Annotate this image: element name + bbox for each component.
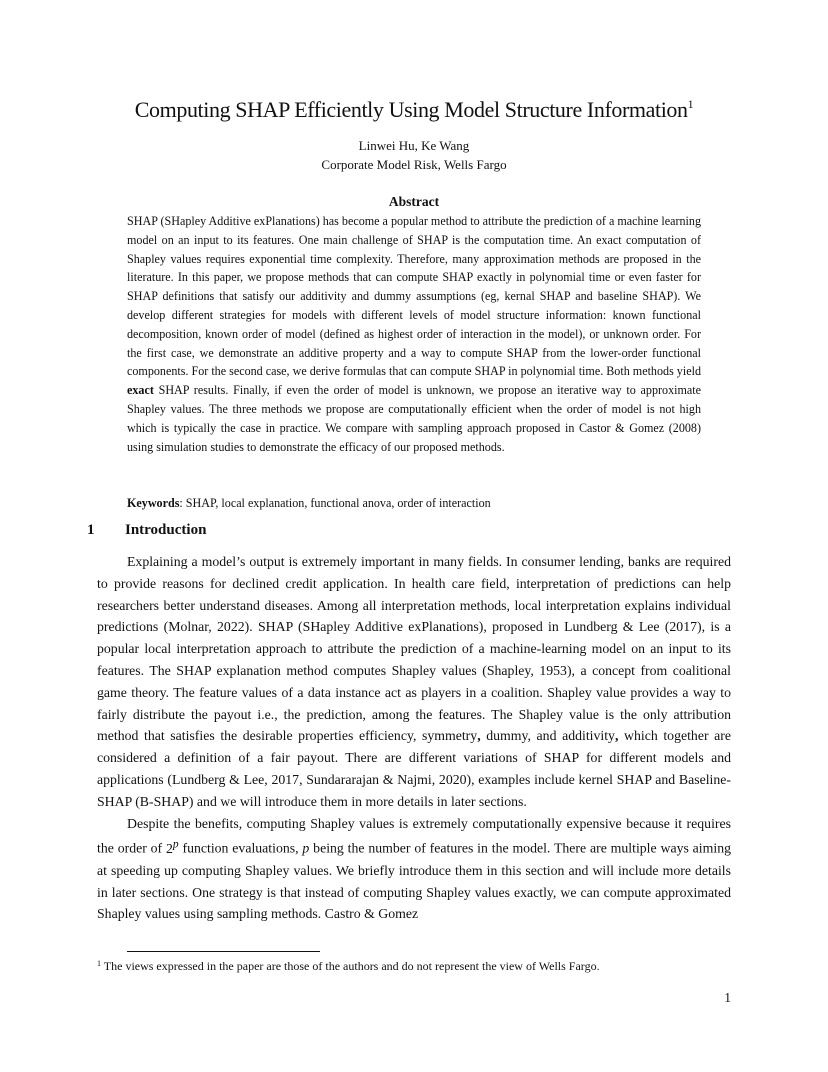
section-title: Introduction [125,522,207,538]
title-text: Computing SHAP Efficiently Using Model Structure Information [134,97,688,122]
footnote-text: The views expressed in the paper are those of the authors and do not represent the view of Wells Fargo. [101,959,600,973]
keywords-line [127,496,701,511]
title-footnote-mark: 1 [687,97,694,111]
paper-page [87,0,731,1072]
intro-p1-text-a: Explaining a model’s output is extremely important in many fields. In consumer lending, banks are required to provide reasons for declined credit application. In health care field, interpretation of predictions can help researchers better understand diseases. Among all interpretation methods, local interpretation explains individual predictions (Molnar, 2022). SHAP (SHapley Additive exPlanations), proposed in Lundberg & Lee (2017), is a popular local interpretation approach to attribute the prediction of a machine-learning model on an input to its features. The SHAP explanation method computes Shapley values (Shapley, 1953), a concept from coalitional game theory. The feature values of a data instance act as players in a coalition. Shapley value provides a way to fairly distribute the payout i.e., the prediction, among the features. The Shapley value is the only attribution method that satisfies the desirable properties efficiency, symmetry [97,554,731,744]
intro-p1-text-b: dummy, and additivity [480,728,615,744]
abstract-heading: Abstract [388,194,440,209]
intro-p2-text-b: function evaluations, [178,840,303,856]
footnote-rule [127,951,320,952]
section-heading [87,522,206,539]
page-number: 1 [724,990,731,1005]
intro-p1-text-c: which together are considered a definition of a fair payout. There are different variations of SHAP for different models and applications (Lundberg & Lee, 2017, Sundararajan & Najmi, 2020), examples include kernel SHAP and Baseline-SHAP (B-SHAP) and we will introduce them in more details in later sections. [97,728,731,809]
keywords-text: : SHAP, local explanation, functional anova, order of interaction [179,496,491,510]
math-p: p [302,840,310,856]
footnote-mark: 1 [97,959,101,968]
paper-title [97,97,731,123]
math-two-to-p: 2$^p$ [165,838,179,856]
intro-p2-text-a: Despite the benefits, computing Shapley values is extremely computationally expensive because it requires the order of [97,815,731,856]
section-number: 1 [87,522,95,538]
footnote [97,959,731,974]
intro-paragraph-2 [97,813,731,926]
author-affiliation: Corporate Model Risk, Wells Fargo [321,157,507,172]
abstract-text-part-2: SHAP results. Finally, if even the order of model is unknown, we propose an iterative way to approximate Shapley values. The three methods we propose are computationally efficient when the order of model is not high which is typically the case in practice. We compare with sampling approach proposed in Castor & Gomez (2008) using simulation studies to demonstrate the efficacy of our proposed methods. [127,383,701,454]
author-block [97,136,731,174]
intro-p2-text-c: being the number of features in the model. There are multiple ways aiming at speeding up computing Shapley values. We briefly introduce them in this section and will include more details in later sections. One strategy is that instead of computing Shapley values exactly, we can compute approximated Shapley values using sampling methods. Castro & Gomez [97,840,731,922]
intro-paragraph-1 [97,551,731,813]
abstract-body [127,212,701,456]
intro-p1-bold-comma-1: , [477,728,481,744]
author-names: Linwei Hu, Ke Wang [358,138,470,153]
keywords-label: Keywords [127,496,180,510]
introduction-body [97,551,731,925]
abstract-bold-word: exact [127,383,154,398]
intro-p1-bold-comma-2: , [614,728,619,744]
abstract-text-part-1: SHAP (SHapley Additive exPlanations) has become a popular method to attribute the prediction of a machine learning model on an input to its features. One main challenge of SHAP is the computation time. An exact computation of Shapley values requires exponential time complexity. Therefore, many approximation methods are proposed in the literature. In this paper, we propose methods that can compute SHAP exactly in polynomial time or even faster for SHAP definitions that satisfy our additivity and dummy assumptions (eg, kernal SHAP and baseline SHAP). We develop different strategies for models with different levels of model structure information: known functional decomposition, known order of model (defined as highest order of interaction in the model), or unknown order. For the first case, we demonstrate an additive property and a way to compute SHAP from the lower-order functional components. For the second case, we derive formulas that can compute SHAP in polynomial time. Both methods yield [127,214,701,379]
